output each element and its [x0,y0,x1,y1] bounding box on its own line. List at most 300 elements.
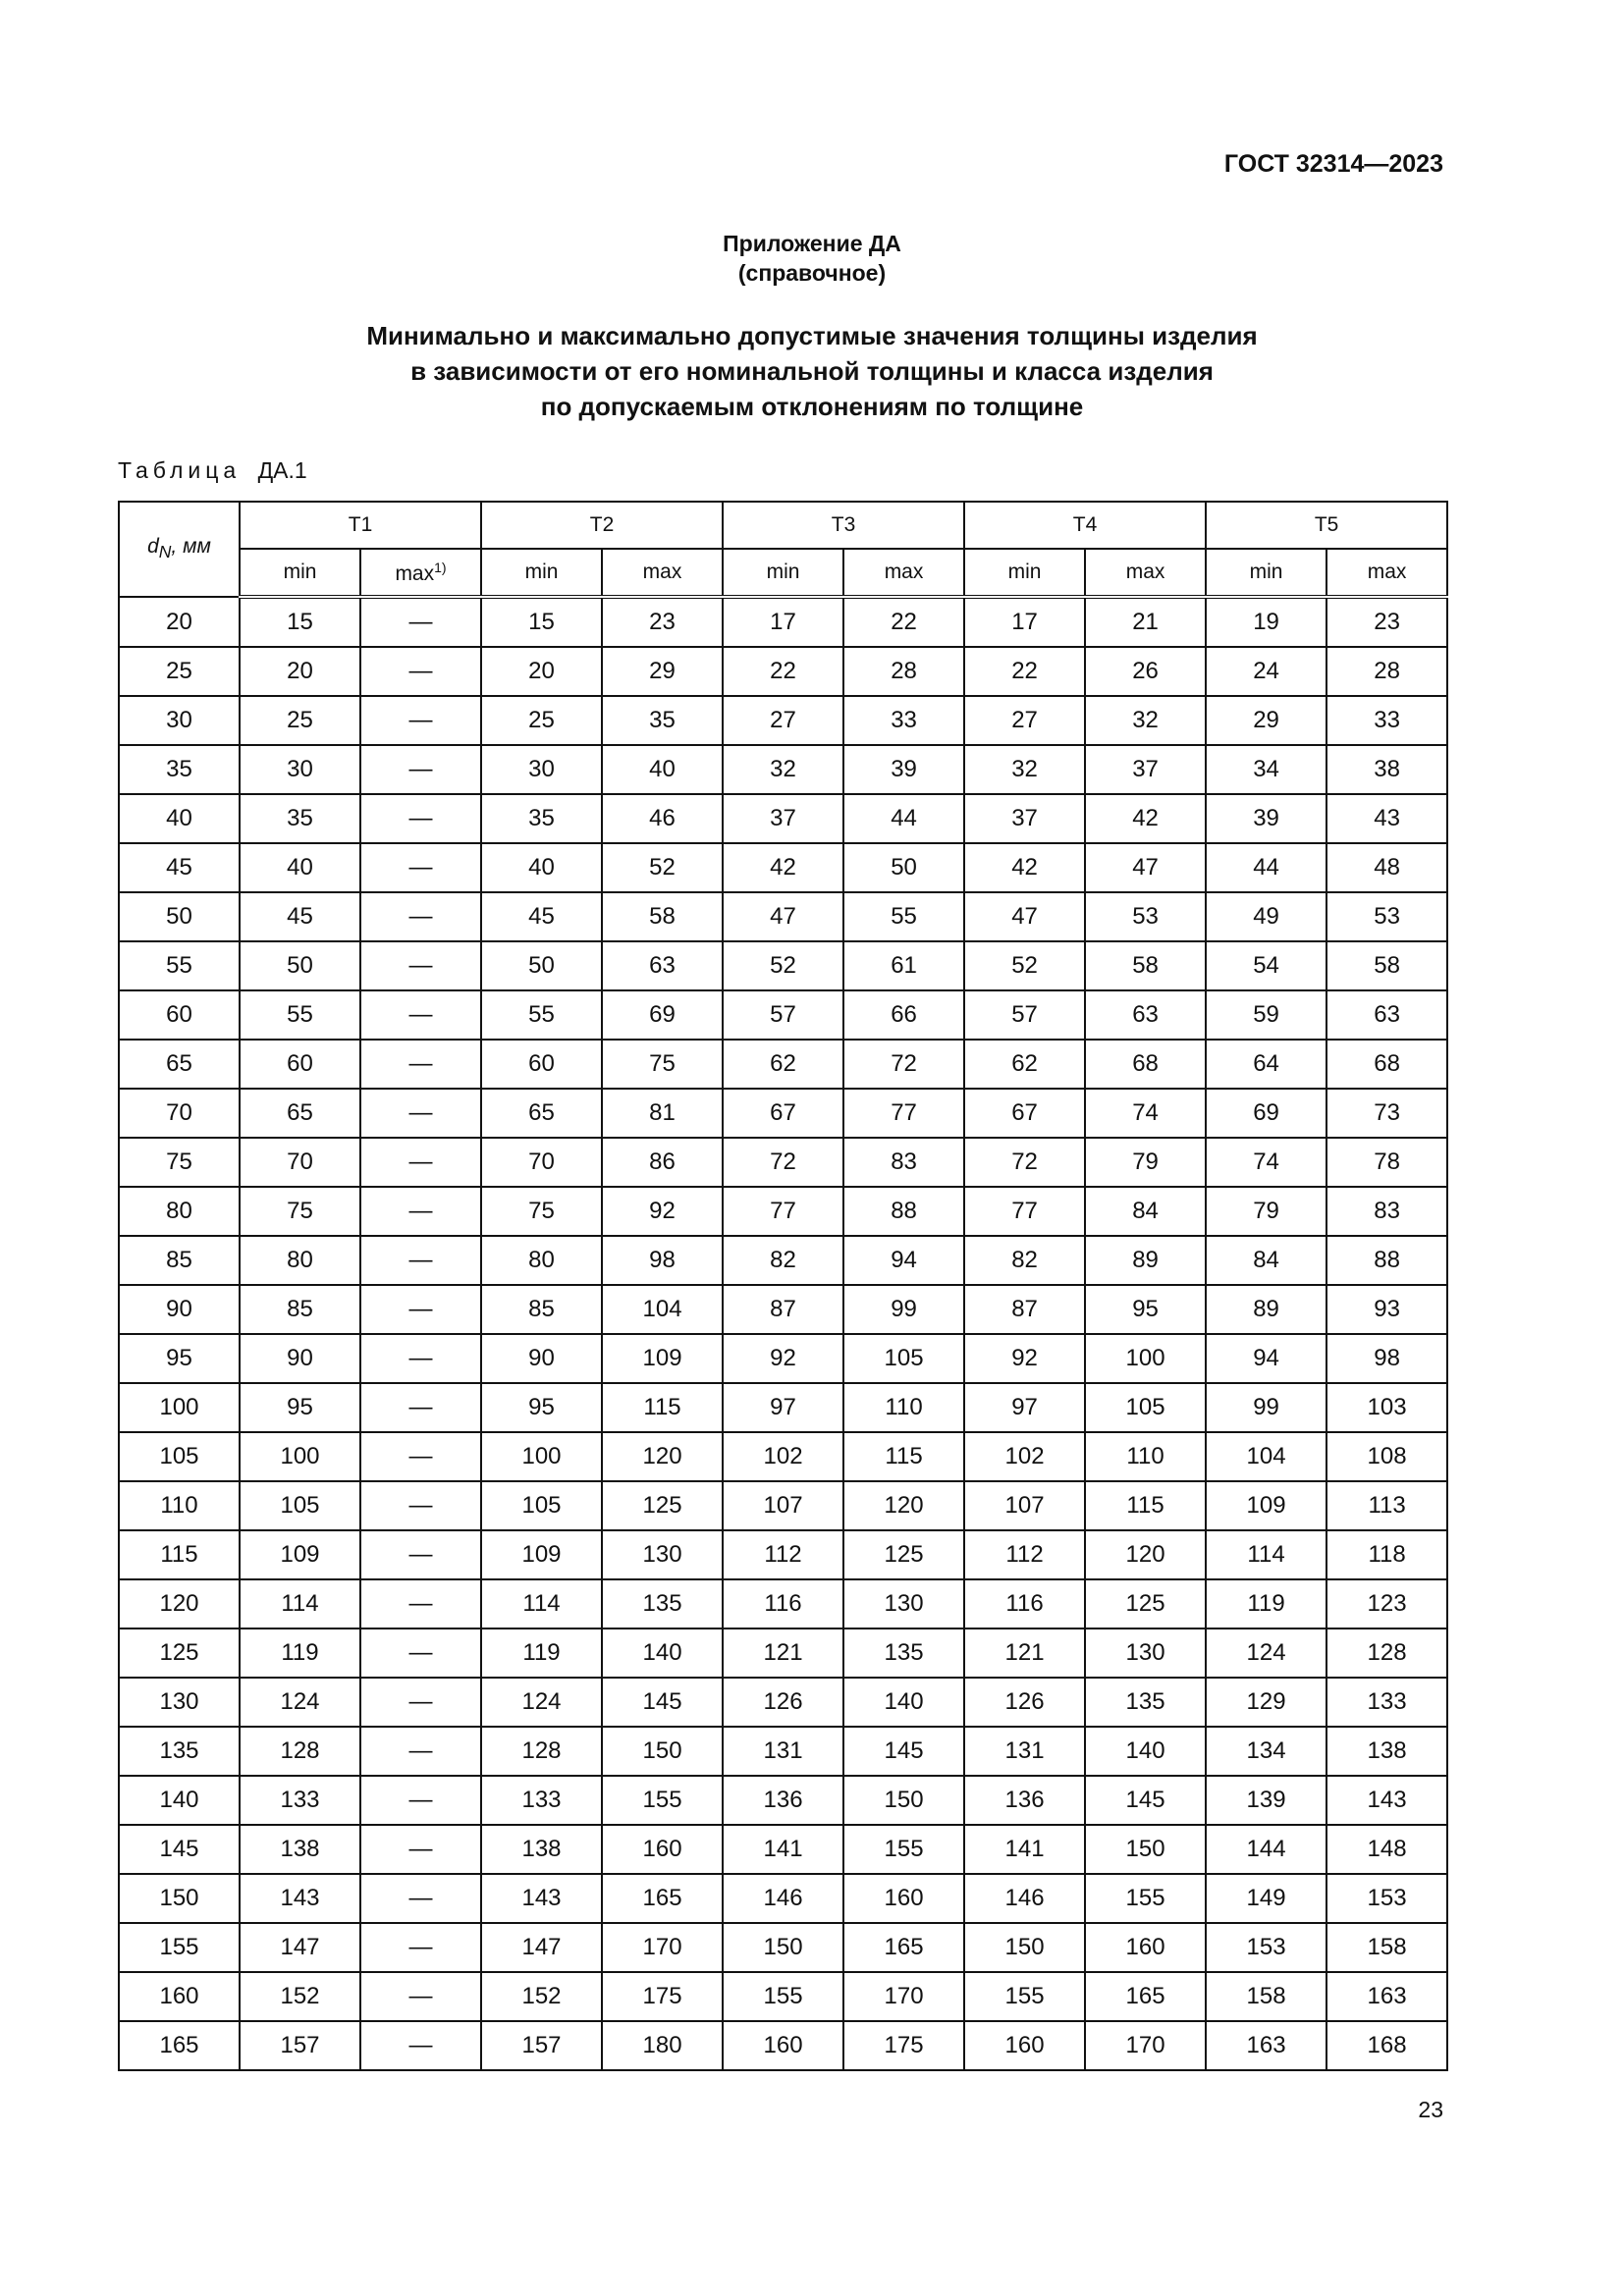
value-cell: 82 [723,1236,843,1285]
table-row [119,597,1447,647]
value-cell: 62 [964,1040,1085,1089]
value-cell: — [360,1825,481,1874]
page-number: 23 [1418,2097,1443,2122]
value-cell: 133 [1326,1678,1447,1727]
value-cell: 175 [602,1972,723,2021]
value-cell: 58 [1326,941,1447,990]
dn-unit: , мм [171,535,211,559]
value-cell: 119 [481,1629,602,1678]
value-cell: 58 [602,892,723,941]
value-cell: 74 [1085,1089,1206,1138]
table-row [119,1089,1447,1138]
value-cell: 53 [1085,892,1206,941]
value-cell: — [360,892,481,941]
value-cell: 107 [723,1481,843,1530]
value-cell: 54 [1206,941,1326,990]
value-cell: 58 [1085,941,1206,990]
value-cell: 115 [1085,1481,1206,1530]
dn-cell: 65 [119,1040,240,1089]
value-cell: 34 [1206,745,1326,794]
value-cell: — [360,1579,481,1629]
value-cell: 119 [1206,1579,1326,1629]
value-cell: 28 [1326,647,1447,696]
value-cell: 150 [964,1923,1085,1972]
value-cell: 114 [481,1579,602,1629]
value-cell: 168 [1326,2021,1447,2070]
value-cell: 120 [1085,1530,1206,1579]
footnote-marker: 1) [434,559,447,575]
value-cell: 160 [843,1874,964,1923]
dn-cell: 140 [119,1776,240,1825]
min-header: min [240,549,360,597]
table-row [119,745,1447,794]
value-cell: 125 [1085,1579,1206,1629]
dn-cell: 110 [119,1481,240,1530]
dn-cell: 145 [119,1825,240,1874]
table-row [119,1334,1447,1383]
table-row [119,1678,1447,1727]
value-cell: 55 [481,990,602,1040]
value-cell: 64 [1206,1040,1326,1089]
appendix-label: Приложение ДА [723,231,901,256]
value-cell: — [360,1236,481,1285]
value-cell: 83 [843,1138,964,1187]
value-cell: 129 [1206,1678,1326,1727]
value-cell: 68 [1085,1040,1206,1089]
value-cell: 150 [1085,1825,1206,1874]
value-cell: — [360,843,481,892]
table-header-row [119,502,1447,549]
value-cell: 128 [1326,1629,1447,1678]
value-cell: 25 [481,696,602,745]
value-cell: 77 [964,1187,1085,1236]
value-cell: 114 [240,1579,360,1629]
max-header: max [1085,549,1206,597]
value-cell: 160 [723,2021,843,2070]
value-cell: — [360,1923,481,1972]
value-cell: 45 [481,892,602,941]
value-cell: 145 [602,1678,723,1727]
value-cell: 17 [723,597,843,647]
value-cell: — [360,1285,481,1334]
value-cell: 47 [1085,843,1206,892]
appendix-title-line-1: Минимально и максимально допустимые значения толщины изделия [366,321,1258,350]
value-cell: 175 [843,2021,964,2070]
table-row [119,1187,1447,1236]
value-cell: 63 [1326,990,1447,1040]
value-cell: 95 [240,1383,360,1432]
value-cell: 140 [843,1678,964,1727]
dn-cell: 60 [119,990,240,1040]
value-cell: 29 [602,647,723,696]
value-cell: 39 [1206,794,1326,843]
table-row [119,1481,1447,1530]
value-cell: 95 [481,1383,602,1432]
value-cell: 103 [1326,1383,1447,1432]
value-cell: — [360,1727,481,1776]
value-cell: 124 [1206,1629,1326,1678]
dn-cell: 80 [119,1187,240,1236]
value-cell: 100 [240,1432,360,1481]
value-cell: 47 [964,892,1085,941]
value-cell: 28 [843,647,964,696]
value-cell: 153 [1206,1923,1326,1972]
value-cell: 87 [723,1285,843,1334]
value-cell: 120 [602,1432,723,1481]
value-cell: 158 [1326,1923,1447,1972]
value-cell: 65 [481,1089,602,1138]
table-row [119,1923,1447,1972]
value-cell: 84 [1206,1236,1326,1285]
value-cell: 50 [481,941,602,990]
value-cell: 35 [481,794,602,843]
table-row [119,990,1447,1040]
value-cell: — [360,597,481,647]
value-cell: 45 [240,892,360,941]
min-header: min [1206,549,1326,597]
value-cell: 52 [602,843,723,892]
value-cell: 105 [843,1334,964,1383]
value-cell: 33 [1326,696,1447,745]
value-cell: 55 [240,990,360,1040]
value-cell: 88 [1326,1236,1447,1285]
value-cell: 85 [240,1285,360,1334]
value-cell: 135 [602,1579,723,1629]
dn-cell: 40 [119,794,240,843]
value-cell: 85 [481,1285,602,1334]
value-cell: 20 [240,647,360,696]
value-cell: 29 [1206,696,1326,745]
value-cell: 140 [602,1629,723,1678]
value-cell: 121 [723,1629,843,1678]
value-cell: 55 [843,892,964,941]
value-cell: 116 [964,1579,1085,1629]
value-cell: 125 [843,1530,964,1579]
value-cell: 98 [602,1236,723,1285]
value-cell: 109 [481,1530,602,1579]
value-cell: 123 [1326,1579,1447,1629]
value-cell: 149 [1206,1874,1326,1923]
value-cell: 97 [964,1383,1085,1432]
value-cell: 92 [723,1334,843,1383]
max-label: max [395,561,435,585]
value-cell: 125 [602,1481,723,1530]
appendix-title-line-2: в зависимости от его номинальной толщины и класса изделия [410,356,1214,386]
dn-cell: 70 [119,1089,240,1138]
dn-cell: 20 [119,597,240,647]
value-cell: 146 [723,1874,843,1923]
document-number: ГОСТ 32314—2023 [1223,150,1443,178]
value-cell: 134 [1206,1727,1326,1776]
value-cell: 97 [723,1383,843,1432]
value-cell: 86 [602,1138,723,1187]
value-cell: 70 [481,1138,602,1187]
dn-cell: 135 [119,1727,240,1776]
value-cell: 138 [240,1825,360,1874]
dn-cell: 35 [119,745,240,794]
value-cell: — [360,1481,481,1530]
value-cell: 112 [964,1530,1085,1579]
value-cell: 79 [1206,1187,1326,1236]
value-cell: 92 [964,1334,1085,1383]
dn-cell: 50 [119,892,240,941]
value-cell: 121 [964,1629,1085,1678]
value-cell: 67 [723,1089,843,1138]
table-body [119,597,1447,2070]
value-cell: — [360,1383,481,1432]
value-cell: 90 [481,1334,602,1383]
min-header: min [723,549,843,597]
dn-cell: 130 [119,1678,240,1727]
table-row [119,794,1447,843]
value-cell: 63 [602,941,723,990]
value-cell: 67 [964,1089,1085,1138]
value-cell: — [360,2021,481,2070]
value-cell: 63 [1085,990,1206,1040]
value-cell: 110 [843,1383,964,1432]
value-cell: 93 [1326,1285,1447,1334]
value-cell: 44 [843,794,964,843]
value-cell: 49 [1206,892,1326,941]
value-cell: 80 [481,1236,602,1285]
value-cell: 114 [1206,1530,1326,1579]
value-cell: — [360,1334,481,1383]
value-cell: 170 [1085,2021,1206,2070]
value-cell: 65 [240,1089,360,1138]
value-cell: 141 [964,1825,1085,1874]
value-cell: 99 [843,1285,964,1334]
table-row [119,1530,1447,1579]
value-cell: 100 [1085,1334,1206,1383]
dn-cell: 155 [119,1923,240,1972]
value-cell: 126 [964,1678,1085,1727]
value-cell: 53 [1326,892,1447,941]
value-cell: — [360,1089,481,1138]
table-row [119,1972,1447,2021]
value-cell: 70 [240,1138,360,1187]
value-cell: 84 [1085,1187,1206,1236]
table-row [119,1776,1447,1825]
dn-cell: 45 [119,843,240,892]
value-cell: 23 [602,597,723,647]
value-cell: 60 [481,1040,602,1089]
value-cell: 61 [843,941,964,990]
table-row [119,1138,1447,1187]
value-cell: 73 [1326,1089,1447,1138]
value-cell: 83 [1326,1187,1447,1236]
value-cell: 133 [240,1776,360,1825]
value-cell: 81 [602,1089,723,1138]
value-cell: 108 [1326,1432,1447,1481]
max-header: max [843,549,964,597]
value-cell: 165 [1085,1972,1206,2021]
value-cell: 59 [1206,990,1326,1040]
value-cell: 69 [602,990,723,1040]
appendix-title-line-3: по допускаемым отклонениям по толщине [540,392,1084,421]
value-cell: 104 [1206,1432,1326,1481]
value-cell: 17 [964,597,1085,647]
value-cell: — [360,990,481,1040]
table-row [119,647,1447,696]
value-cell: 145 [843,1727,964,1776]
dn-cell: 100 [119,1383,240,1432]
table-caption-number: ДА.1 [257,457,307,483]
value-cell: 143 [481,1874,602,1923]
table-row [119,1432,1447,1481]
value-cell: 39 [843,745,964,794]
value-cell: 21 [1085,597,1206,647]
value-cell: 105 [240,1481,360,1530]
value-cell: — [360,1187,481,1236]
table-row [119,1629,1447,1678]
table-subheader-row [119,549,1447,597]
value-cell: 69 [1206,1089,1326,1138]
value-cell: 37 [1085,745,1206,794]
value-cell: 42 [964,843,1085,892]
table-row [119,941,1447,990]
value-cell: 131 [964,1727,1085,1776]
value-cell: 160 [1085,1923,1206,1972]
value-cell: — [360,1874,481,1923]
value-cell: 75 [602,1040,723,1089]
value-cell: — [360,647,481,696]
value-cell: 68 [1326,1040,1447,1089]
value-cell: 128 [481,1727,602,1776]
value-cell: 110 [1085,1432,1206,1481]
value-cell: 80 [240,1236,360,1285]
value-cell: 140 [1085,1727,1206,1776]
table-row [119,1874,1447,1923]
value-cell: 79 [1085,1138,1206,1187]
value-cell: 52 [723,941,843,990]
value-cell: 38 [1326,745,1447,794]
value-cell: 66 [843,990,964,1040]
value-cell: 135 [1085,1678,1206,1727]
table-row [119,843,1447,892]
appendix-kind: (справочное) [737,260,887,286]
value-cell: 32 [723,745,843,794]
dn-cell: 30 [119,696,240,745]
value-cell: 62 [723,1040,843,1089]
value-cell: 99 [1206,1383,1326,1432]
value-cell: — [360,1530,481,1579]
value-cell: 22 [723,647,843,696]
value-cell: 72 [964,1138,1085,1187]
value-cell: 40 [602,745,723,794]
value-cell: 32 [1085,696,1206,745]
value-cell: — [360,1138,481,1187]
value-cell: 160 [602,1825,723,1874]
value-cell: 20 [481,647,602,696]
value-cell: 155 [964,1972,1085,2021]
value-cell: 144 [1206,1825,1326,1874]
value-cell: 138 [1326,1727,1447,1776]
value-cell: 27 [723,696,843,745]
value-cell: 92 [602,1187,723,1236]
value-cell: 77 [843,1089,964,1138]
value-cell: 124 [481,1678,602,1727]
value-cell: 109 [240,1530,360,1579]
value-cell: 165 [602,1874,723,1923]
table-row [119,1040,1447,1089]
value-cell: 150 [843,1776,964,1825]
value-cell: 19 [1206,597,1326,647]
value-cell: 107 [964,1481,1085,1530]
value-cell: 113 [1326,1481,1447,1530]
value-cell: 47 [723,892,843,941]
value-cell: 50 [843,843,964,892]
value-cell: 124 [240,1678,360,1727]
value-cell: 155 [723,1972,843,2021]
value-cell: 147 [481,1923,602,1972]
value-cell: 89 [1085,1236,1206,1285]
table-caption-word: Таблица [118,457,242,483]
value-cell: 155 [843,1825,964,1874]
value-cell: 130 [843,1579,964,1629]
value-cell: 163 [1206,2021,1326,2070]
value-cell: 139 [1206,1776,1326,1825]
value-cell: 75 [481,1187,602,1236]
value-cell: 27 [964,696,1085,745]
max-header [360,549,481,597]
class-header-t2: T2 [481,502,723,549]
value-cell: 37 [723,794,843,843]
value-cell: 112 [723,1530,843,1579]
table-row [119,1285,1447,1334]
dn-cell: 90 [119,1285,240,1334]
value-cell: 35 [240,794,360,843]
value-cell: 165 [843,1923,964,1972]
table-row [119,2021,1447,2070]
dn-cell: 165 [119,2021,240,2070]
value-cell: 135 [843,1629,964,1678]
value-cell: 141 [723,1825,843,1874]
value-cell: 74 [1206,1138,1326,1187]
value-cell: 30 [240,745,360,794]
dn-cell: 85 [119,1236,240,1285]
value-cell: 143 [240,1874,360,1923]
value-cell: 72 [723,1138,843,1187]
dn-cell: 125 [119,1629,240,1678]
value-cell: 46 [602,794,723,843]
value-cell: 95 [1085,1285,1206,1334]
value-cell: — [360,1776,481,1825]
value-cell: 26 [1085,647,1206,696]
value-cell: 42 [1085,794,1206,843]
class-header-t4: T4 [964,502,1206,549]
value-cell: 115 [602,1383,723,1432]
value-cell: — [360,745,481,794]
value-cell: 170 [843,1972,964,2021]
value-cell: 105 [1085,1383,1206,1432]
value-cell: 25 [240,696,360,745]
table-row [119,892,1447,941]
value-cell: 22 [843,597,964,647]
value-cell: — [360,794,481,843]
value-cell: 87 [964,1285,1085,1334]
value-cell: 94 [1206,1334,1326,1383]
value-cell: 105 [481,1481,602,1530]
value-cell: 102 [723,1432,843,1481]
dn-cell: 120 [119,1579,240,1629]
value-cell: 150 [602,1727,723,1776]
value-cell: 37 [964,794,1085,843]
min-header: min [481,549,602,597]
dn-cell: 160 [119,1972,240,2021]
value-cell: 109 [1206,1481,1326,1530]
appendix-title [0,318,1624,424]
value-cell: 78 [1326,1138,1447,1187]
